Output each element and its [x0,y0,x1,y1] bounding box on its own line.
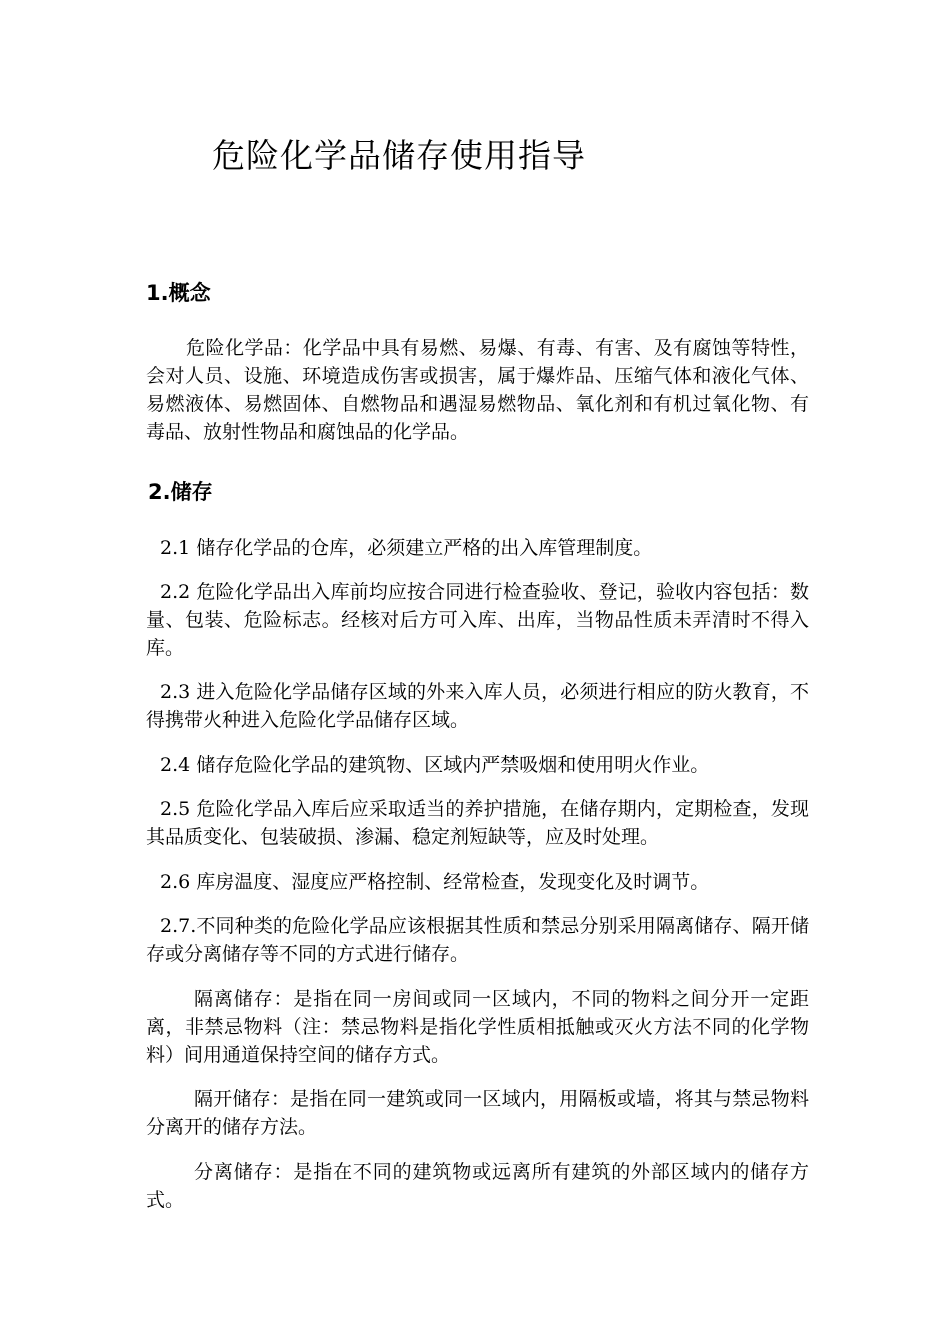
paragraph-2-2: 2.2 危险化学品出入库前均应按合同进行检查验收、登记，验收内容包括：数量、包装、危险标志。经核对后方可入库、出库，当物品性质未弄清时不得入库。 [146,581,809,659]
paragraph-isolated-storage: 隔离储存：是指在同一房间或同一区域内，不同的物料之间分开一定距离，非禁忌物料（注：禁忌物料是指化学性质相抵触或灭火方法不同的化学物料）间用通道保持空间的储存方式。 [146,988,809,1066]
section-heading-concept: 1.概念 [146,281,211,305]
paragraph-partitioned-storage: 隔开储存：是指在同一建筑或同一区域内，用隔板或墙，将其与禁忌物料分离开的储存方法。 [146,1088,809,1138]
paragraph-2-3: 2.3 进入危险化学品储存区域的外来入库人员，必须进行相应的防火教育，不得携带火种进入危险化学品储存区域。 [146,681,809,731]
paragraph-2-1: 2.1 储存化学品的仓库，必须建立严格的出入库管理制度。 [160,537,653,559]
section-heading-storage: 2.储存 [148,480,213,504]
paragraph-separated-storage: 分离储存：是指在不同的建筑物或远离所有建筑的外部区域内的储存方式。 [146,1161,809,1211]
paragraph-2-6: 2.6 库房温度、湿度应严格控制、经常检查，发现变化及时调节。 [160,871,710,893]
paragraph-definition: 危险化学品：化学品中具有易燃、易爆、有毒、有害、及有腐蚀等特性，会对人员、设施、环境造成伤害或损害，属于爆炸品、压缩气体和液化气体、易燃液体、易燃固体、自燃物品和遇湿易燃物品、氧化剂和有机过氧化物、有毒品、放射性物品和腐蚀品的化学品。 [146,337,809,443]
paragraph-2-7: 2.7.不同种类的危险化学品应该根据其性质和禁忌分别采用隔离储存、隔开储存或分离储存等不同的方式进行储存。 [146,915,809,965]
paragraph-2-4: 2.4 储存危险化学品的建筑物、区域内严禁吸烟和使用明火作业。 [160,754,710,776]
page-title: 危险化学品储存使用指导 [212,136,586,175]
paragraph-2-5: 2.5 危险化学品入库后应采取适当的养护措施，在储存期内，定期检查，发现其品质变化、包装破损、渗漏、稳定剂短缺等，应及时处理。 [146,798,809,848]
